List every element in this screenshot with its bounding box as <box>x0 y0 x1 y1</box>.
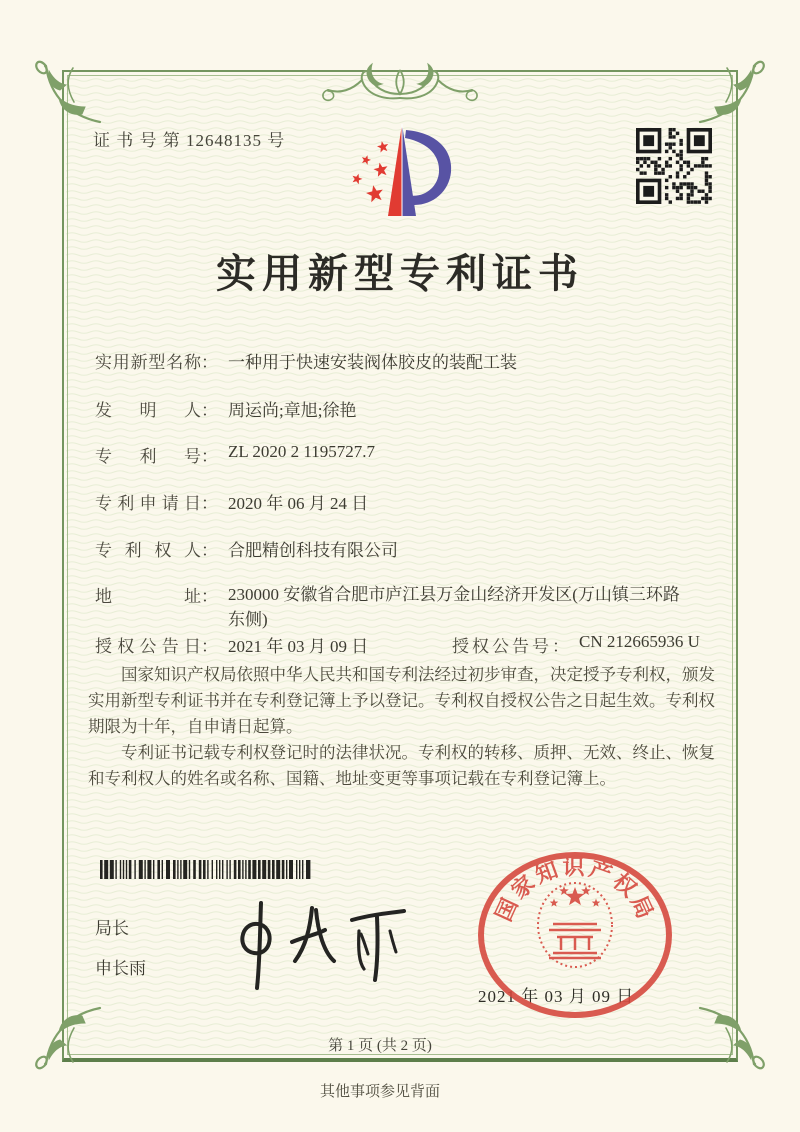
field-value: 合肥精创科技有限公司 <box>228 541 398 560</box>
field-grant-row <box>95 632 735 657</box>
page-number: 第 1 页 (共 2 页) <box>328 1038 432 1054</box>
qr-code <box>636 128 712 204</box>
field-value: 230000 安徽省合肥市庐江县万金山经济开发区(万山镇三环路东侧) <box>228 585 680 629</box>
top-center-flourish-ornament <box>318 58 482 108</box>
back-side-note: 其他事项参见背面 <box>319 1084 440 1100</box>
field-label: 专利号 <box>95 447 201 466</box>
field-colon: ： <box>552 637 569 656</box>
field-filing-date <box>95 489 368 514</box>
field-grant-number <box>452 632 700 657</box>
field-value: 2020 年 06 月 24 日 <box>228 494 369 513</box>
field-grant-date <box>95 632 369 656</box>
field-label: 发明人 <box>95 401 201 420</box>
top-right-flourish-ornament <box>692 52 770 130</box>
field-patent-number <box>95 442 375 467</box>
field-colon: ： <box>201 447 218 466</box>
certificate-number: 证 书 号 第 12648135 号 <box>93 131 286 150</box>
field-value: 周运尚;章旭;徐艳 <box>228 401 357 420</box>
legal-paragraph-register: 专利证书记载专利权登记时的法律状况。专利权的转移、质押、无效、终止、恢复和专利权人的姓名或名称、国籍、地址变更等事项记载在专利登记簿上。 <box>88 743 715 788</box>
field-value: CN 212665936 U <box>579 632 700 651</box>
field-label: 地址 <box>95 587 201 606</box>
field-value: 2021 年 03 月 09 日 <box>228 637 369 656</box>
issuer-block <box>95 914 146 979</box>
certificate-title: 实用新型专利证书 <box>216 251 584 296</box>
field-label: 实用新型名称 <box>95 353 201 372</box>
field-utility-model-name <box>95 348 517 373</box>
field-colon: ： <box>201 637 218 656</box>
field-colon: ： <box>201 494 218 513</box>
field-inventor <box>95 396 356 421</box>
field-label: 专利权人 <box>95 541 201 560</box>
field-value: 一种用于快速安装阀体胶皮的装配工装 <box>228 353 517 372</box>
seal-date: 2021 年 03 月 09 日 <box>478 987 635 1006</box>
field-colon: ： <box>201 541 218 560</box>
issuer-name: 申长雨 <box>95 959 146 978</box>
field-label: 授权公告日 <box>95 637 201 656</box>
legal-paragraph-grant: 国家知识产权局依照中华人民共和国专利法经过初步审查，决定授予专利权，颁发实用新型专利证书并在专利登记簿上予以登记。专利权自授权公告之日起生效。专利权期限为十年，自申请日起算。 <box>88 665 715 736</box>
field-colon: ： <box>201 587 218 606</box>
field-label: 专利申请日 <box>95 494 201 513</box>
field-address <box>95 582 680 632</box>
director-signature <box>228 898 420 992</box>
field-colon: ： <box>201 401 218 420</box>
seal-arc-text: 国家知识产权局 <box>490 854 660 925</box>
issuer-title: 局长 <box>95 919 129 938</box>
field-patentee <box>95 536 398 561</box>
legal-text-block <box>88 662 720 792</box>
official-seal <box>468 840 683 1030</box>
field-label: 授权公告号 <box>452 637 552 656</box>
field-value: ZL 2020 2 1195727.7 <box>228 442 376 461</box>
cnipa-logo-icon <box>338 120 468 220</box>
field-colon: ： <box>201 353 218 372</box>
barcode <box>100 860 312 879</box>
top-left-flourish-ornament <box>30 52 108 130</box>
national-emblem-icon <box>538 883 612 967</box>
